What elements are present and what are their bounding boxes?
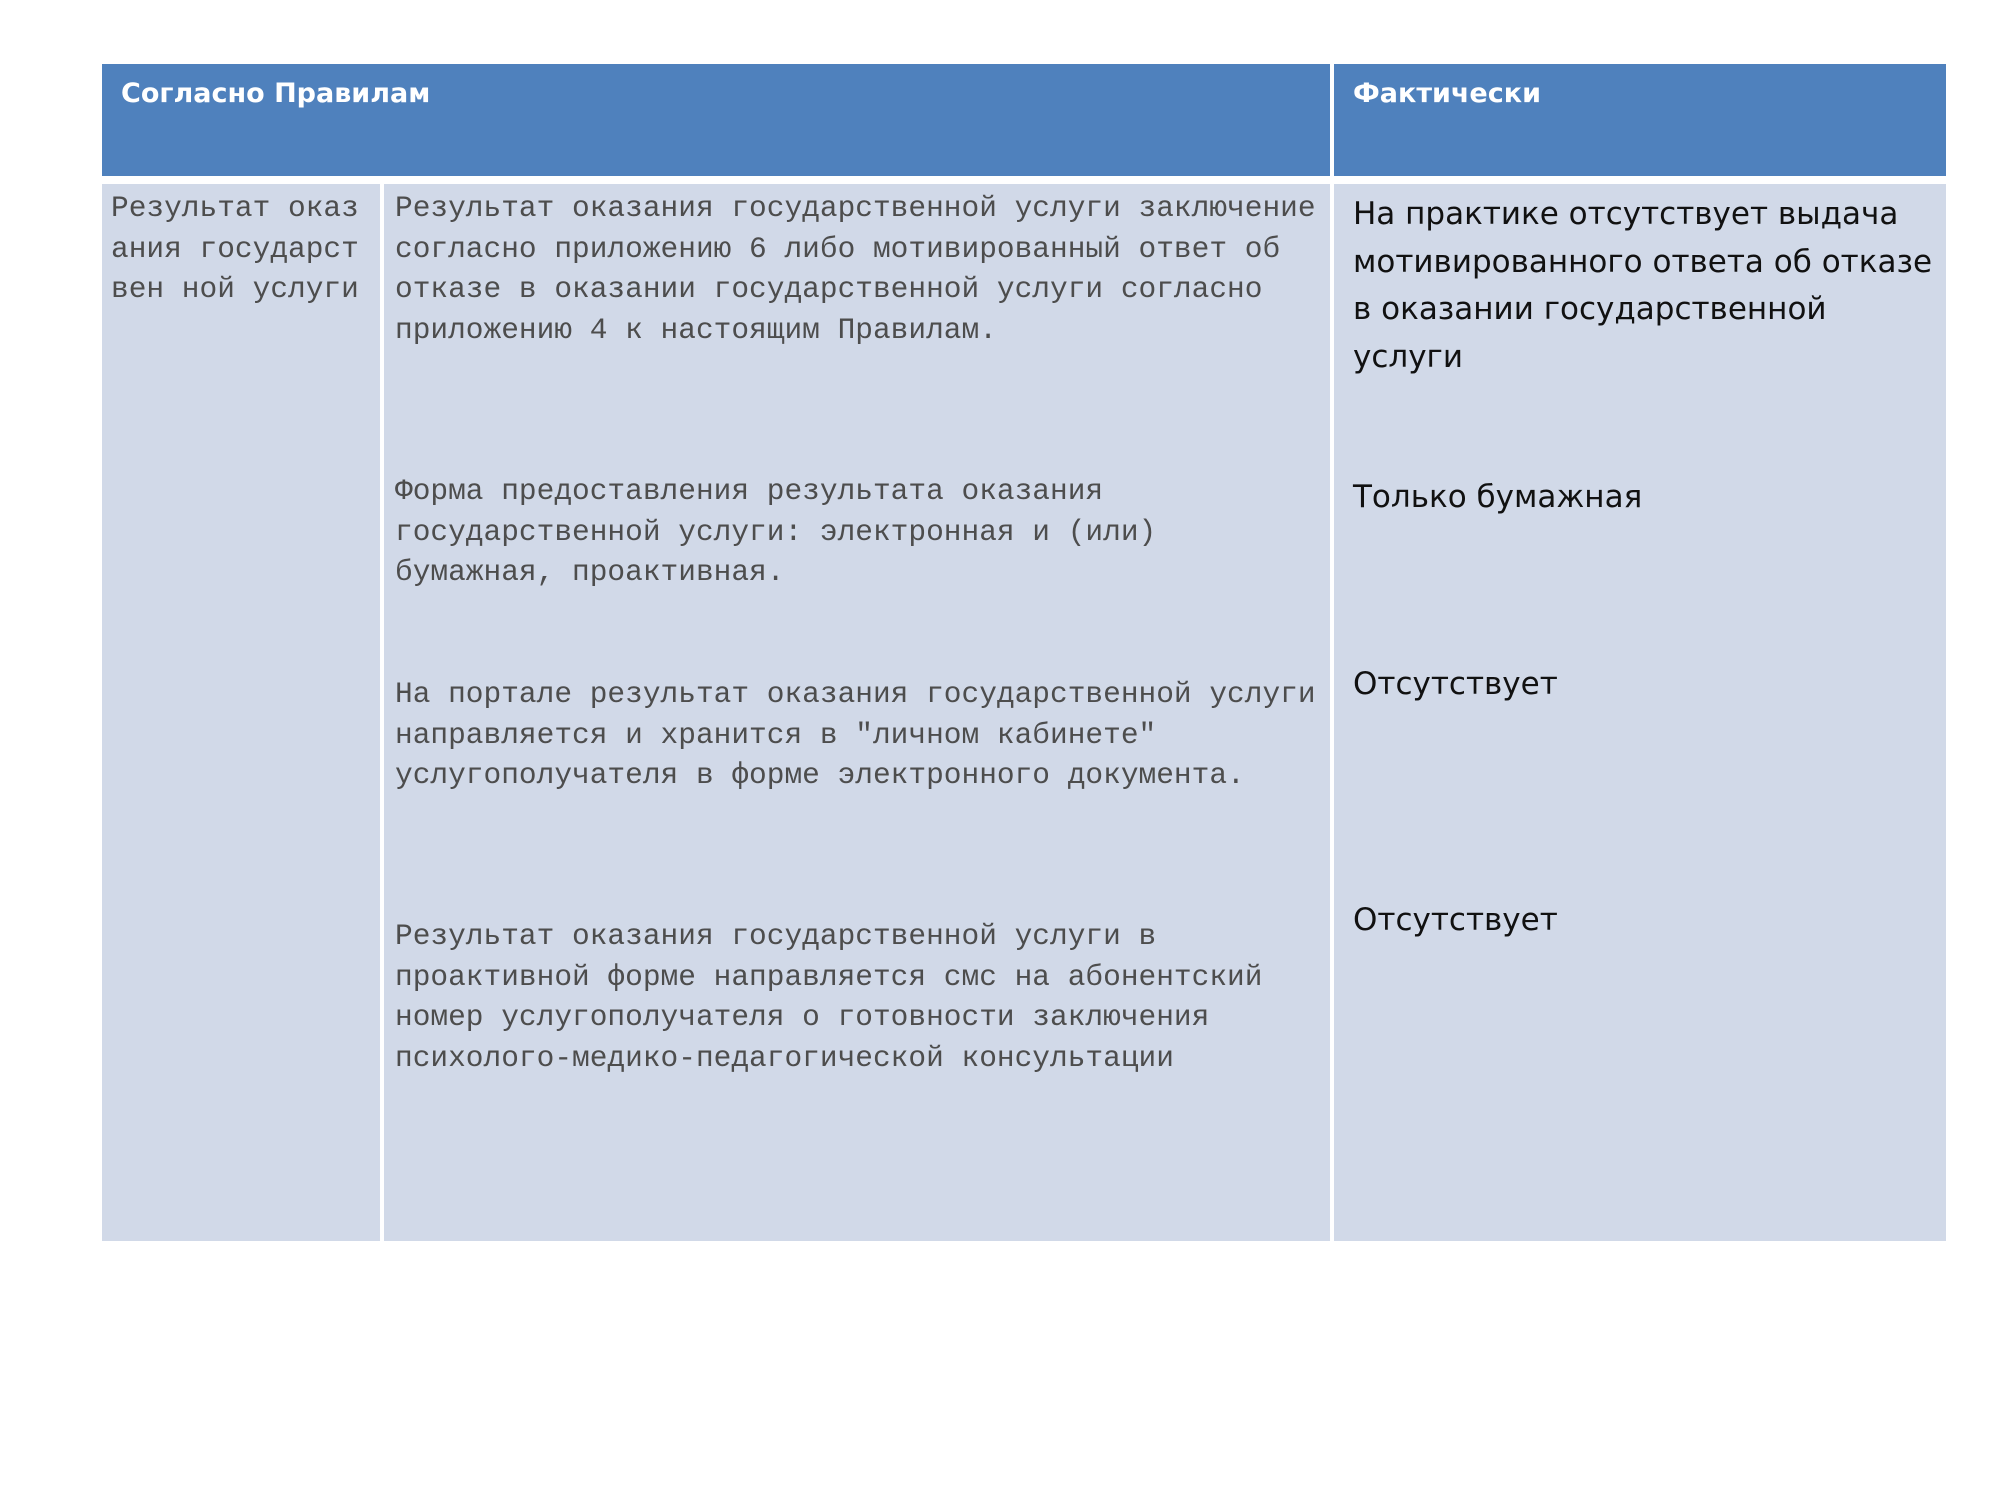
row-label: Результат оказания государствен ной услуги [111,191,359,306]
row-label-cell [102,184,380,1241]
facts-cell [1334,184,1946,1241]
fact-text-3: Отсутствует [1353,666,1558,702]
header-rules-label: Согласно Правилам [121,78,431,109]
fact-text-2: Только бумажная [1353,479,1643,515]
rule-text-1: Результат оказания государственной услуги заключение согласно приложению 6 либо мотивированный ответ об отказе в оказании государственной услуги согласно приложению 4 к настоящим Правилам. [395,191,1334,347]
fact-text-1: На практике отсутствует выдача мотивированного ответа об отказе в оказании государственной услуги [1353,196,1933,375]
header-facts-label: Фактически [1353,78,1541,109]
header-cell-rules [102,64,1330,176]
rule-text-2: Форма предоставления результата оказания государственной услуги: электронная и (или) бумажная, проактивная. [395,474,1174,589]
fact-text-4: Отсутствует [1353,902,1558,938]
rule-text-4: Результат оказания государственной услуги в проактивной форме направляется смс на абонентский номер услугополучателя о готовности заключения психолого-медико-педагогической консультации [395,919,1281,1075]
rules-cell [384,184,1334,1241]
rule-text-3: На портале результат оказания государственной услуги направляется и хранится в "личном кабинете" услугополучателя в форме электронного документа. [395,677,1334,792]
header-cell-facts [1334,64,1946,176]
